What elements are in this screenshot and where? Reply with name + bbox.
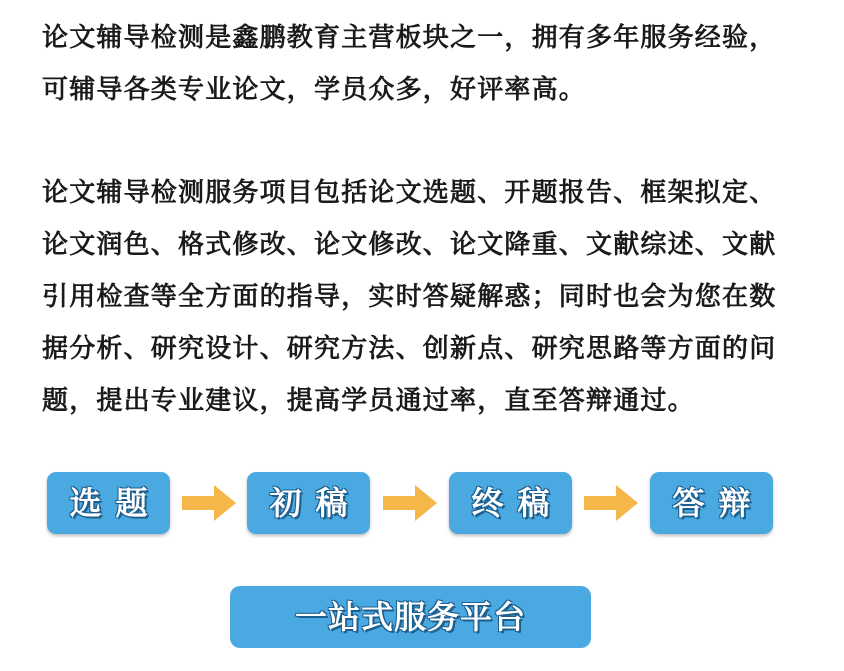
intro-line: 可辅导各类专业论文，学员众多，好评率高。: [42, 75, 587, 105]
services-line: 论文辅导检测服务项目包括论文选题、开题报告、框架拟定、: [42, 178, 777, 208]
services-line: 论文润色、格式修改、论文修改、论文降重、文献综述、文献: [42, 230, 777, 260]
intro-paragraph: [42, 12, 776, 116]
services-paragraph: [42, 167, 776, 427]
services-line: 引用检查等全方面的指导，实时答疑解惑；同时也会为您在数: [42, 282, 777, 312]
step-final-draft: 终稿: [449, 472, 572, 534]
step-topic-selection: 选题: [47, 472, 170, 534]
arrow-right-icon: [182, 485, 236, 521]
intro-line: 论文辅导检测是鑫鹏教育主营板块之一，拥有多年服务经验，: [42, 23, 777, 53]
services-line: 题，提出专业建议，提高学员通过率，直至答辩通过。: [42, 386, 695, 416]
step-first-draft: 初稿: [247, 472, 370, 534]
step-defense: 答辩: [650, 472, 773, 534]
arrow-right-icon: [383, 485, 437, 521]
arrow-right-icon: [584, 485, 638, 521]
process-flow: [0, 472, 844, 536]
one-stop-platform-button[interactable]: 一站式服务平台: [230, 586, 591, 648]
services-line: 据分析、研究设计、研究方法、创新点、研究思路等方面的问: [42, 334, 777, 364]
